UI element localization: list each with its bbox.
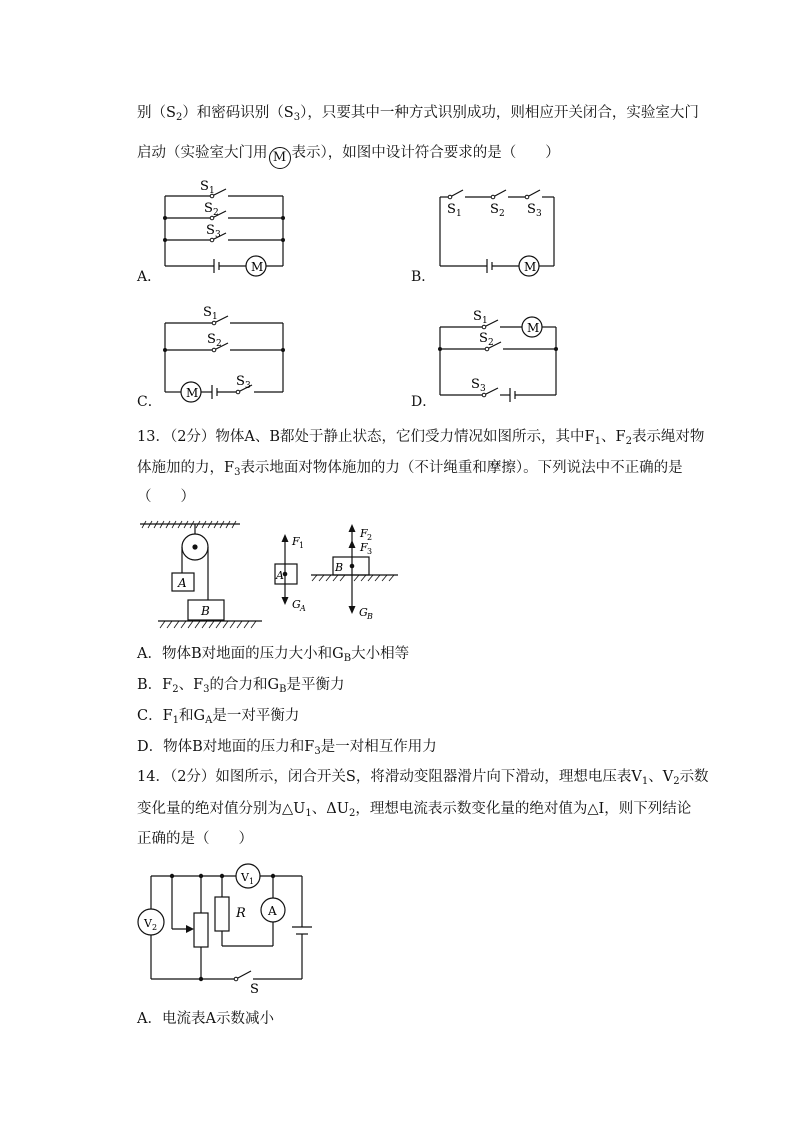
svg-text:F: F [360, 527, 368, 540]
q13-option-a: A．物体B对地面的压力大小和$G_B$大小相等 [137, 646, 410, 664]
svg-text:B: B [201, 604, 210, 618]
q12-option-c-label: C． [137, 394, 162, 410]
motor-symbol: M [269, 147, 291, 169]
svg-text:1: 1 [482, 316, 488, 326]
svg-text:3: 3 [536, 209, 542, 219]
q12-line-2: 启动（实验室大门用 M 表示），如图中设计符合要求的是（ ） [137, 143, 560, 169]
svg-text:M: M [186, 386, 199, 400]
svg-text:A: A [178, 576, 187, 590]
svg-text:V: V [241, 871, 249, 884]
svg-text:S: S [490, 202, 499, 217]
svg-text:M: M [524, 260, 537, 274]
svg-text:M: M [251, 260, 264, 274]
svg-text:3: 3 [480, 384, 486, 394]
svg-text:3: 3 [367, 547, 373, 556]
svg-text:S: S [527, 202, 536, 217]
svg-text:S: S [207, 332, 216, 347]
svg-text:S: S [473, 309, 482, 324]
svg-text:S: S [206, 223, 215, 238]
svg-text:R: R [236, 906, 246, 921]
q14-line-3: 正确的是（ ） [137, 831, 253, 847]
svg-text:2: 2 [367, 533, 373, 542]
svg-text:S: S [200, 179, 209, 194]
svg-text:3: 3 [245, 381, 251, 391]
svg-text:3: 3 [215, 230, 221, 240]
q13-line-2: 体施加的力，$F_3$表示地面对物体施加的力（不计绳重和摩擦）。下列说法中不正确的是 [137, 460, 683, 478]
svg-text:2: 2 [499, 209, 505, 219]
q13-option-c: C．$F_1$和$G_A$是一对平衡力 [137, 708, 300, 726]
svg-text:M: M [527, 321, 540, 335]
svg-text:S: S [250, 982, 259, 997]
svg-text:2: 2 [216, 339, 222, 349]
q12-line-1: 别$(S_2)$和密码识别$(S_3)$，只要其中一种方式识别成功，则相应开关闭合，实验室大门 [137, 105, 699, 123]
svg-text:B: B [367, 612, 373, 621]
q13-option-b: B．$F_2$、$F_3$的合力和$G_B$是平衡力 [137, 677, 345, 695]
svg-text:S: S [203, 305, 212, 320]
svg-text:2: 2 [213, 208, 219, 218]
q14-line-2: 变化量的绝对值分别为$\triangle U_1$、$\Delta U_2$，理想电流表示数变化量的绝对值为△I，则下列结论 [137, 801, 692, 819]
q12-option-b-label: B． [411, 269, 436, 285]
svg-text:A: A [300, 604, 306, 613]
svg-text:S: S [471, 377, 480, 392]
q14-option-a: A．电流表A示数减小 [137, 1011, 274, 1027]
svg-text:1: 1 [209, 186, 215, 196]
svg-text:G: G [359, 606, 368, 619]
q12-option-a-label: A． [137, 269, 162, 285]
svg-text:1: 1 [299, 541, 305, 550]
svg-text:B: B [335, 561, 344, 574]
svg-text:S: S [204, 201, 213, 216]
svg-text:1: 1 [212, 312, 218, 322]
svg-text:S: S [447, 202, 456, 217]
svg-text:F: F [360, 541, 368, 554]
svg-text:F: F [292, 535, 300, 548]
svg-text:V: V [144, 917, 152, 930]
q13-option-d: D．物体B对地面的压力和$F_3$是一对相互作用力 [137, 739, 437, 757]
svg-text:2: 2 [488, 338, 494, 348]
svg-text:S: S [479, 331, 488, 346]
svg-text:A: A [276, 569, 284, 582]
q14-line-1: 14．（2分）如图所示，闭合开关S，将滑动变阻器滑片向下滑动，理想电压表$V_1$、$V_2$示数 [137, 769, 709, 787]
svg-text:1: 1 [456, 209, 462, 219]
svg-text:1: 1 [249, 877, 255, 886]
q13-line-3: （ ） [137, 489, 195, 505]
svg-text:G: G [292, 598, 301, 611]
q13-line-1: 13．（2分）物体A、B都处于静止状态，它们受力情况如图所示，其中$F_1$、$F_2$表示绳对物 [137, 429, 705, 447]
svg-text:2: 2 [152, 923, 158, 932]
svg-text:A: A [268, 904, 277, 918]
svg-text:S: S [236, 374, 245, 389]
q12-option-d-label: D． [411, 394, 437, 410]
